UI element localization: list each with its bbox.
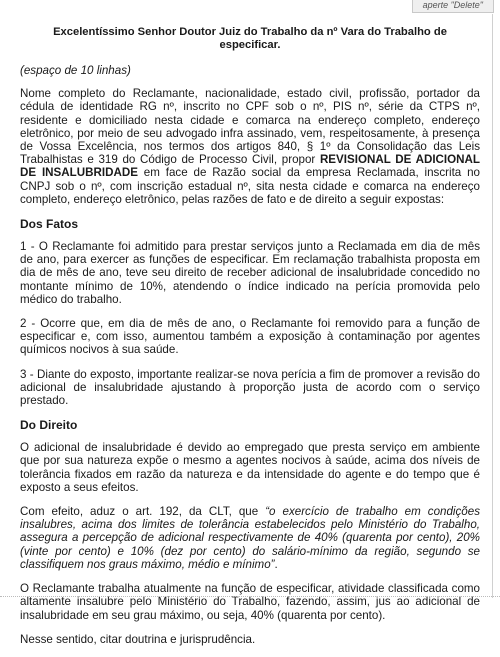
fatos-paragraph-2: 2 - Ocorre que, em dia de mês de ano, o Reclamante foi removido para a função de especificar e, com isso, aumentou também a exposição à contaminação por agentes químicos nocivos à sua saúde. bbox=[20, 317, 480, 357]
spacing-note: (espaço de 10 linhas) bbox=[20, 64, 131, 77]
direito-paragraph-2 bbox=[20, 505, 480, 571]
section-heading-direito: Do Direito bbox=[20, 418, 78, 433]
document-title: Excelentíssimo Senhor Doutor Juiz do Trabalho da nº Vara do Trabalho de especificar. bbox=[53, 26, 447, 51]
direito-paragraph-3: O Reclamante trabalha atualmente na função de especificar, atividade classificada como altamente insalubre pelo Ministério do Trabalho, fazendo, assim, jus ao adicional de insalubridade em seu grau máximo, ou seja, 40% (quarenta por cento). bbox=[20, 582, 480, 622]
top-toolbar bbox=[0, 0, 500, 12]
intro-text-end: em face de Razão social da empresa Reclamada, inscrita no CNPJ sob o nº, com inscrição estadual nº, sita nesta cidade e comarca na endereço completo, endereço eletrônico, pelas razões de fato e de direito a seguir expostas: bbox=[20, 166, 480, 206]
section-heading-fatos: Dos Fatos bbox=[20, 217, 79, 232]
fatos-paragraph-1: 1 - O Reclamante foi admitido para prestar serviços junto a Reclamada em dia de mês de ano, para exercer as funções de especificar. Em reclamação trabalhista proposta em dia de mês de ano, teve seu direito de receber adicional de insalubridade concedido no montante mínimo de 10%, atendendo o índice indicado na perícia promovida pelo médico do trabalho. bbox=[20, 240, 480, 306]
page-bottom-divider bbox=[0, 596, 500, 600]
clt-quote: “o exercício de trabalho em condições insalubres, acima dos limites de tolerância estabelecidos pelo Ministério do Trabalho, assegura a percepção de adicional respectivamente de 40% (quarenta por cento), 20% (vinte por cento) e 10% (dez por cento) do salário-mínimo da região, segundo se classifiquem nos graus máximo, médio e mínimo” bbox=[20, 505, 480, 571]
fatos-paragraph-3: 3 - Diante do exposto, importante realizar-se nova perícia a fim de promover a revisão do adicional de insalubridade ajustando à proporção justa de acordo com o serviço prestado. bbox=[20, 367, 480, 408]
document-page bbox=[8, 14, 493, 646]
direito-paragraph-4: Nesse sentido, citar doutrina e jurisprudência. bbox=[20, 632, 256, 646]
action-name: REVISIONAL DE ADICIONAL DE INSALUBRIDADE bbox=[20, 153, 480, 180]
document-body[interactable] bbox=[20, 26, 480, 657]
direito-paragraph-1: O adicional de insalubridade é devido ao empregado que presta serviço em ambiente que por sua natureza expõe o mesmo a agentes nocivos à saúde, acima dos níveis de tolerância fixados em razão da natureza e da intensidade do agente e do tempo que é exposto a seus efeitos. bbox=[20, 441, 480, 494]
delete-hint: aperte "Delete" bbox=[412, 0, 494, 13]
direito-p2-end: . bbox=[274, 557, 278, 571]
intro-text: Nome completo do Reclamante, nacionalidade, estado civil, profissão, portador da cédula de identidade RG nº, inscrito no CPF sob o nº, PIS nº, série da CTPS nº, residente e domiciliado nesta cidade e comarca na endereço completo, endereço eletrônico, por meio de seu advogado infra assinado, vem, respeitosamente, à presença de Vossa Excelência, nos termos dos artigos 840, § 1º da Consolidação das Leis Trabalhistas e 319 do Código de Processo Civil, propor bbox=[20, 87, 480, 167]
direito-p2-intro: Com efeito, aduz o art. 192, da CLT, que bbox=[20, 505, 266, 519]
intro-paragraph bbox=[20, 87, 480, 206]
